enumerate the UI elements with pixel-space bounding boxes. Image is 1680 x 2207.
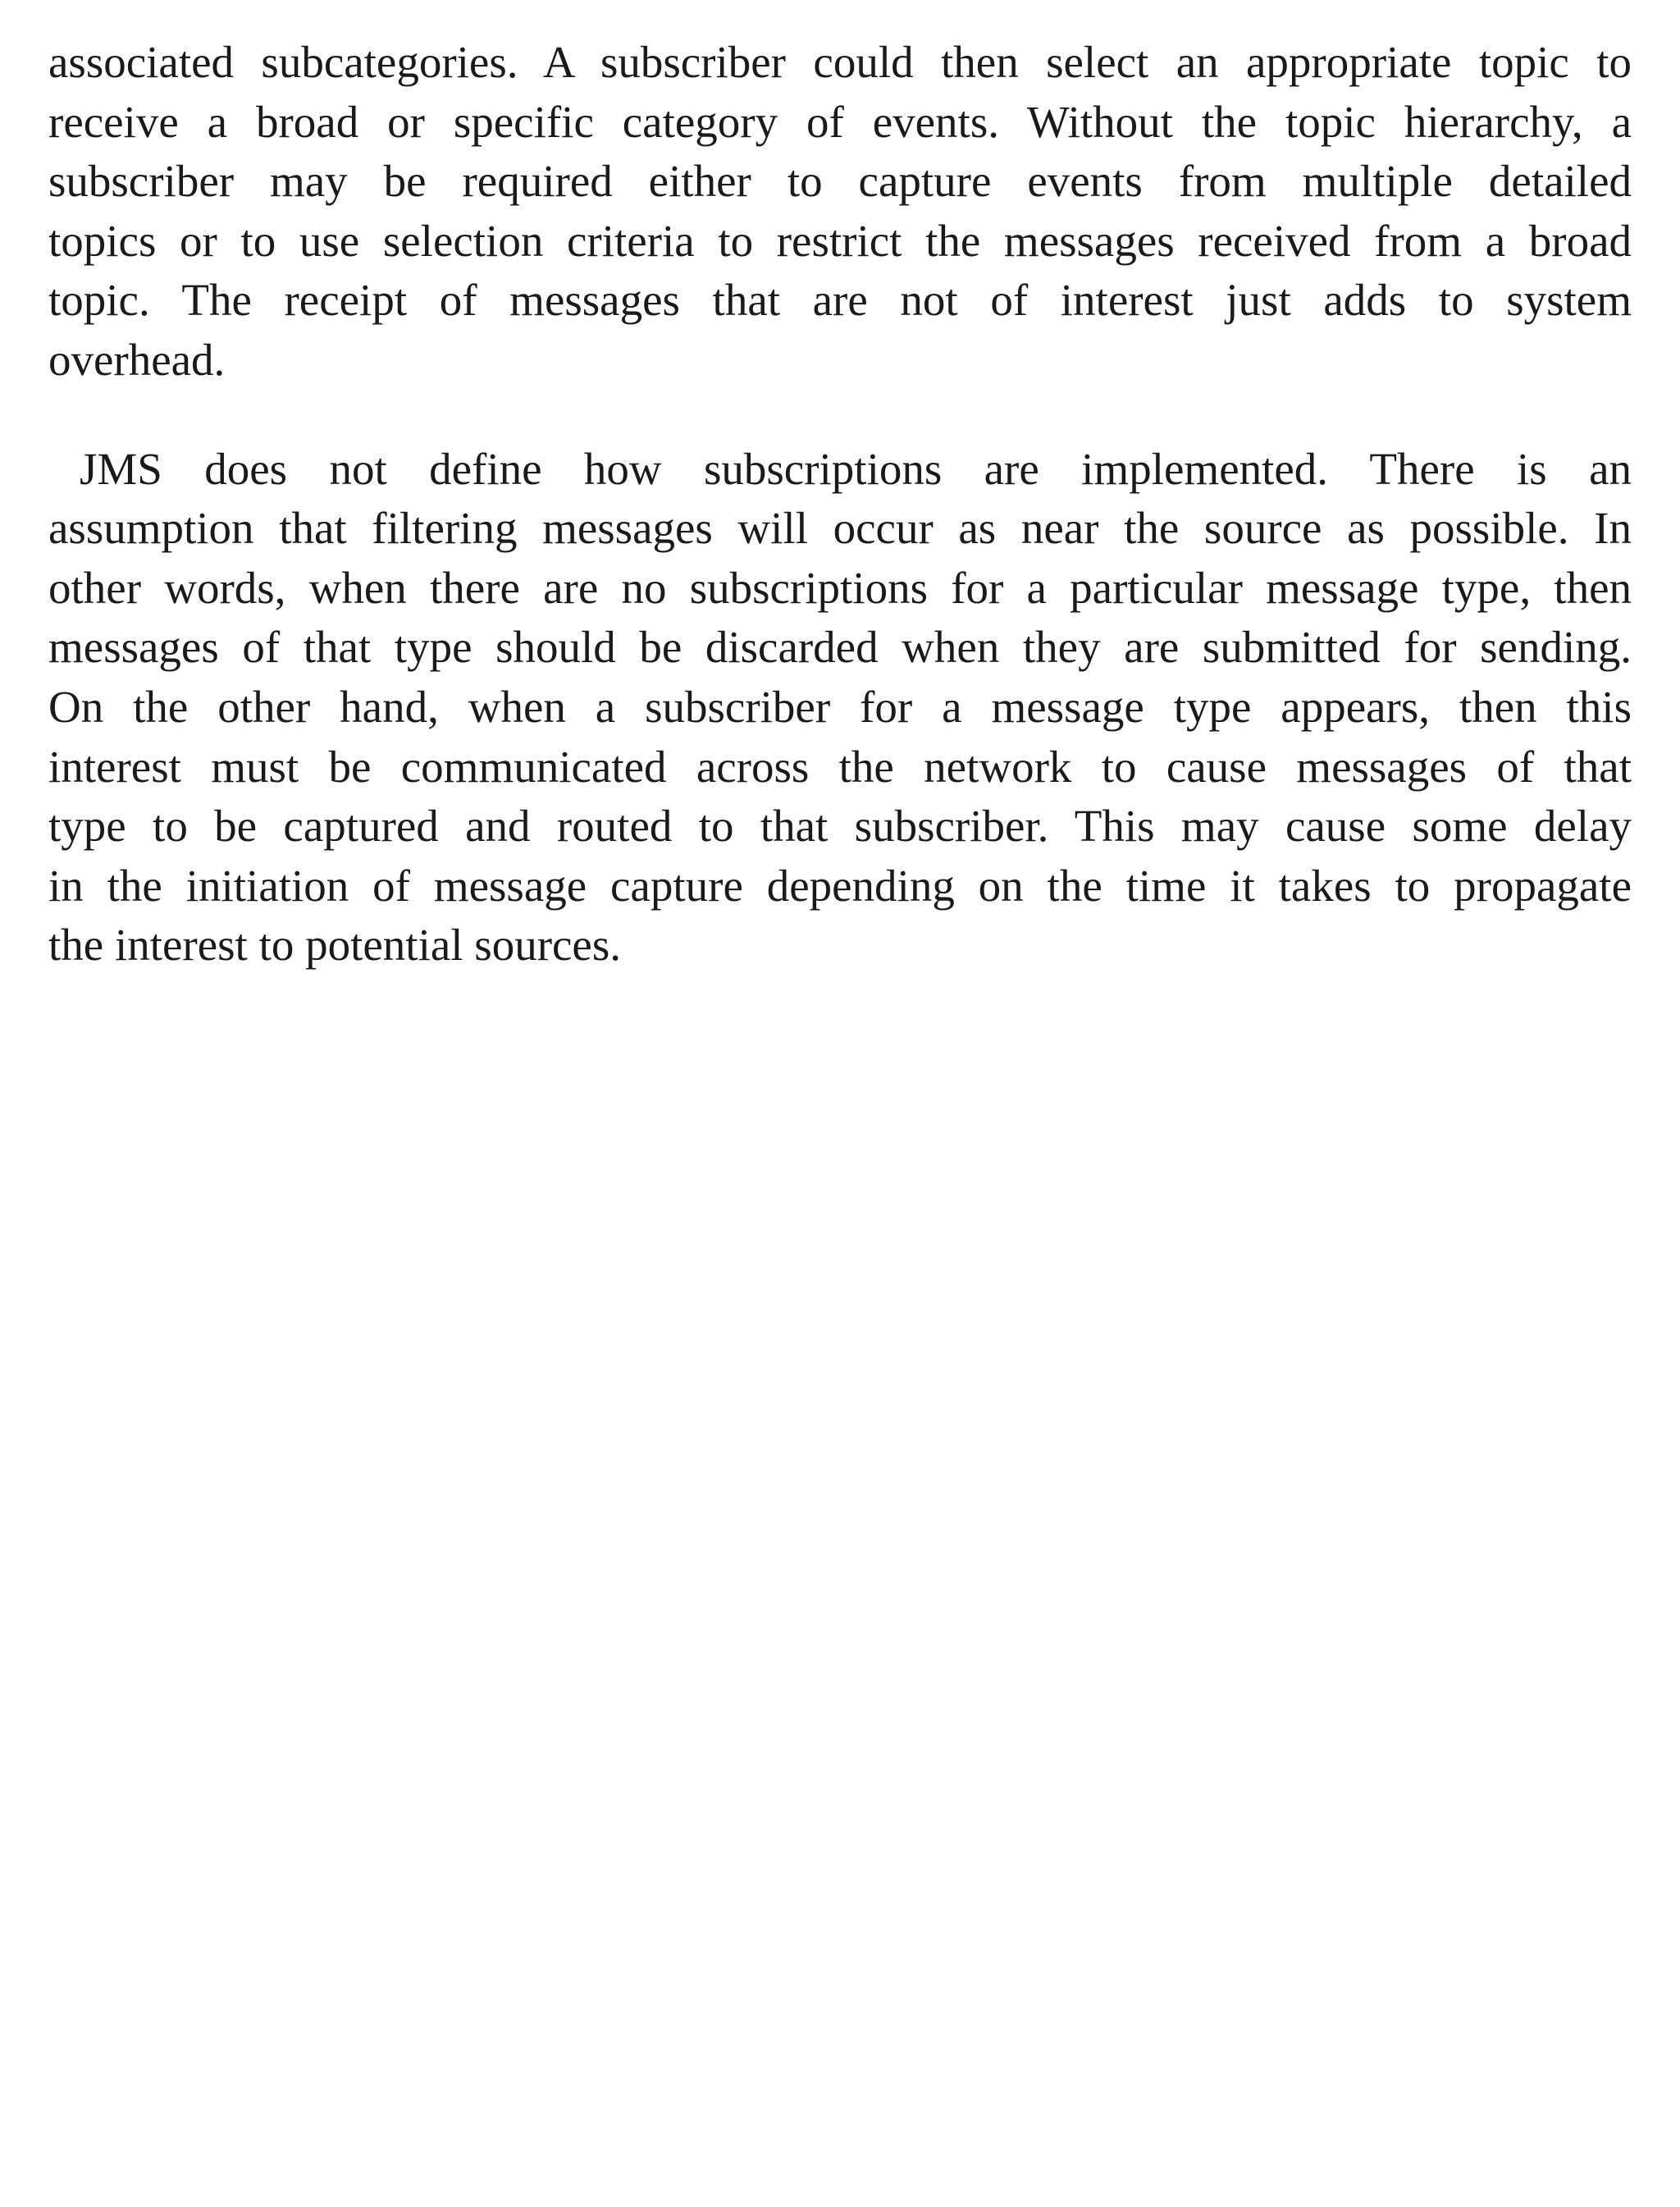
paragraph-topic-hierarchy [48,33,1632,391]
text-line: associated subcategories. A subscriber could then select an appropriate topic to [48,37,1632,87]
text-line: topic. The receipt of messages that are not of interest just adds to system [48,275,1632,326]
text-line: JMS does not define how subscriptions are implemented. There is an [80,443,1632,494]
text-line: subscriber may be required either to capture events from multiple detailed [48,156,1632,207]
text-line: in the initiation of message capture depending on the time it takes to propagate [48,860,1632,911]
text-line: overhead. [48,334,226,385]
document-page [48,33,1632,976]
text-line: type to be captured and routed to that subscriber. This may cause some delay [48,801,1632,852]
text-line: topics or to use selection criteria to restrict the messages received from a broad [48,215,1632,266]
text-line: the interest to potential sources. [48,920,622,971]
paragraph-jms-subscriptions [48,440,1632,976]
text-line: other words, when there are no subscriptions for a particular message type, then [48,562,1632,613]
text-line: interest must be communicated across the network to cause messages of that [48,741,1632,792]
text-line: receive a broad or specific category of events. Without the topic hierarchy, a [48,96,1632,147]
text-line: On the other hand, when a subscriber for a message type appears, then this [48,681,1632,732]
text-line: assumption that filtering messages will occur as near the source as possible. In [48,503,1632,554]
text-line: messages of that type should be discarded when they are submitted for sending. [48,622,1632,673]
